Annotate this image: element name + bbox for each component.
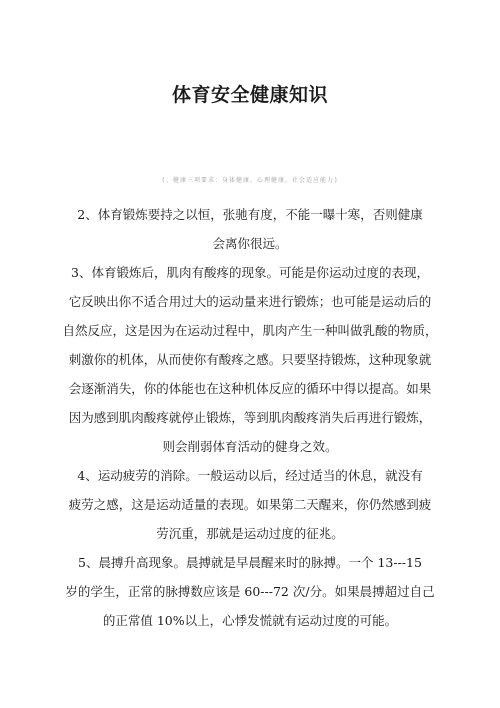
body-line: 疲劳之感，这是运动适量的表现。如果第二天醒来，你仍然感到疲: [68, 497, 432, 512]
body-line: 劳沉重，那就是运动过度的征兆。: [156, 526, 344, 541]
body-line: 刺激你的机体，从而使你有酸疼之感。只要坚持锻炼，这种现象就: [68, 352, 432, 367]
body-line: 自然反应，这是因为在运动过程中，肌肉产生一种叫做乳酸的物质，: [62, 323, 438, 338]
body-line: 的正常值 10%以上，心悸发慌就有运动过度的可能。: [102, 613, 398, 628]
body-line: 3、体育锻炼后，肌肉有酸疼的现象。可能是你运动过度的表现，: [71, 265, 429, 280]
body-line: 会逐渐消失，你的体能也在这种机体反应的循环中得以提高。如果: [68, 381, 432, 396]
body-line: 会离你很远。: [212, 236, 288, 251]
body-line: 它反映出你不适合用过大的运动量来进行锻炼；也可能是运动后的: [68, 294, 432, 309]
body-line: 因为感到肌肉酸疼就停止锻炼，等到肌肉酸疼消失后再进行锻炼，: [68, 410, 432, 425]
body-line: 4、运动疲劳的消除。一般运动以后，经过适当的休息，就没有: [77, 468, 423, 483]
document-title: 体育安全健康知识: [171, 84, 328, 106]
faint-subtitle-text: (、健康三项要求：身体健康，心理健康，社会适应能力): [161, 177, 339, 184]
body-line: 岁的学生，正常的脉搏数应该是 60---72 次/分。如果晨搏超过自己: [65, 584, 435, 599]
body-line: 则会削弱体育活动的健身之效。: [162, 439, 338, 454]
document-body: [0, 200, 500, 635]
body-line: 2、体育锻炼要持之以恒，张驰有度，不能一曝十寒，否则健康: [77, 207, 423, 222]
body-line: 5、晨搏升高现象。晨搏就是早晨醒来时的脉搏。一个 13---15: [78, 555, 422, 570]
